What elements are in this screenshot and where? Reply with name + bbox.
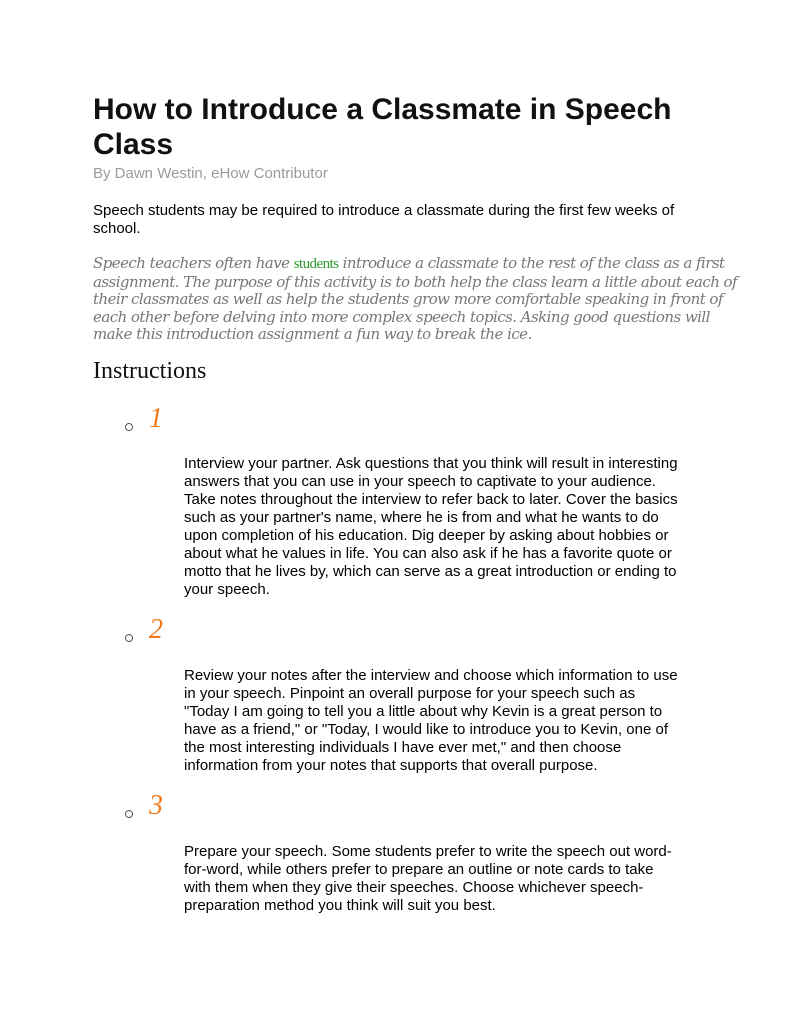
step-number: 2: [149, 614, 163, 645]
step-line: Review your notes after the interview and choose which information to use: [184, 667, 678, 684]
step-2-text: [184, 667, 704, 775]
intro-line: school.: [93, 220, 141, 237]
step-number: 3: [149, 790, 163, 821]
intro-line: Speech students may be required to introduce a classmate during the first few weeks of: [93, 202, 675, 219]
step-line: motto that he lives by, which can serve as a great introduction or ending to: [184, 563, 677, 580]
lead-line: [93, 254, 725, 274]
step-line: the most interesting individuals I have ever met," and then choose: [184, 739, 622, 756]
step-line: "Today I am going to tell you a little about why Kevin is a great person to: [184, 703, 663, 720]
step-line: with them when they give their speeches. Choose whichever speech-: [184, 879, 644, 896]
intro-paragraph: [93, 202, 713, 238]
step-line: your speech.: [184, 581, 270, 598]
bullet-circle-icon: [125, 423, 133, 431]
step-line: information from your notes that supports that overall purpose.: [184, 757, 598, 774]
step-line: Prepare your speech. Some students prefer to write the speech out word-: [184, 843, 672, 860]
lead-line: their classmates as well as help the students grow more comfortable speaking in front of: [93, 290, 723, 309]
step-line: such as your partner's name, where he is from and what he wants to do: [184, 509, 659, 526]
step-line: in your speech. Pinpoint an overall purpose for your speech such as: [184, 685, 636, 702]
lead-line: assignment. The purpose of this activity is to both help the class learn a little about each of: [93, 272, 738, 291]
step-line: upon completion of his education. Dig deeper by asking about hobbies or: [184, 527, 669, 544]
bullet-circle-icon: [125, 810, 133, 818]
title-line: How to Introduce a Classmate in Speech: [93, 93, 672, 126]
page-title: [93, 92, 713, 162]
lead-line: each other before delving into more complex speech topics. Asking good questions will: [93, 307, 710, 326]
students-link[interactable]: students: [293, 256, 339, 272]
step-line: Interview your partner. Ask questions that you think will result in interesting: [184, 455, 678, 472]
step-number: 1: [149, 403, 163, 434]
step-line: Take notes throughout the interview to refer back to later. Cover the basics: [184, 491, 678, 508]
lead-text: Speech teachers often have: [93, 254, 294, 272]
lead-text: introduce a classmate to the rest of the class as a first: [338, 254, 725, 272]
byline: By Dawn Westin, eHow Contributor: [93, 165, 328, 182]
title-line: Class: [93, 128, 174, 161]
step-line: answers that you can use in your speech to captivate to your audience.: [184, 473, 656, 490]
step-line: about what he values in life. You can also ask if he has a favorite quote or: [184, 545, 672, 562]
lead-line: make this introduction assignment a fun way to break the ice.: [93, 325, 532, 344]
step-1-text: [184, 455, 704, 599]
bullet-circle-icon: [125, 634, 133, 642]
step-3-text: [184, 843, 704, 915]
lead-paragraph: [93, 254, 738, 344]
step-line: have as a friend," or "Today, I would like to introduce you to Kevin, one of: [184, 721, 668, 738]
step-line: for-word, while others prefer to prepare an outline or note cards to take: [184, 861, 654, 878]
instructions-heading: Instructions: [93, 358, 207, 384]
step-line: preparation method you think will suit you best.: [184, 897, 496, 914]
